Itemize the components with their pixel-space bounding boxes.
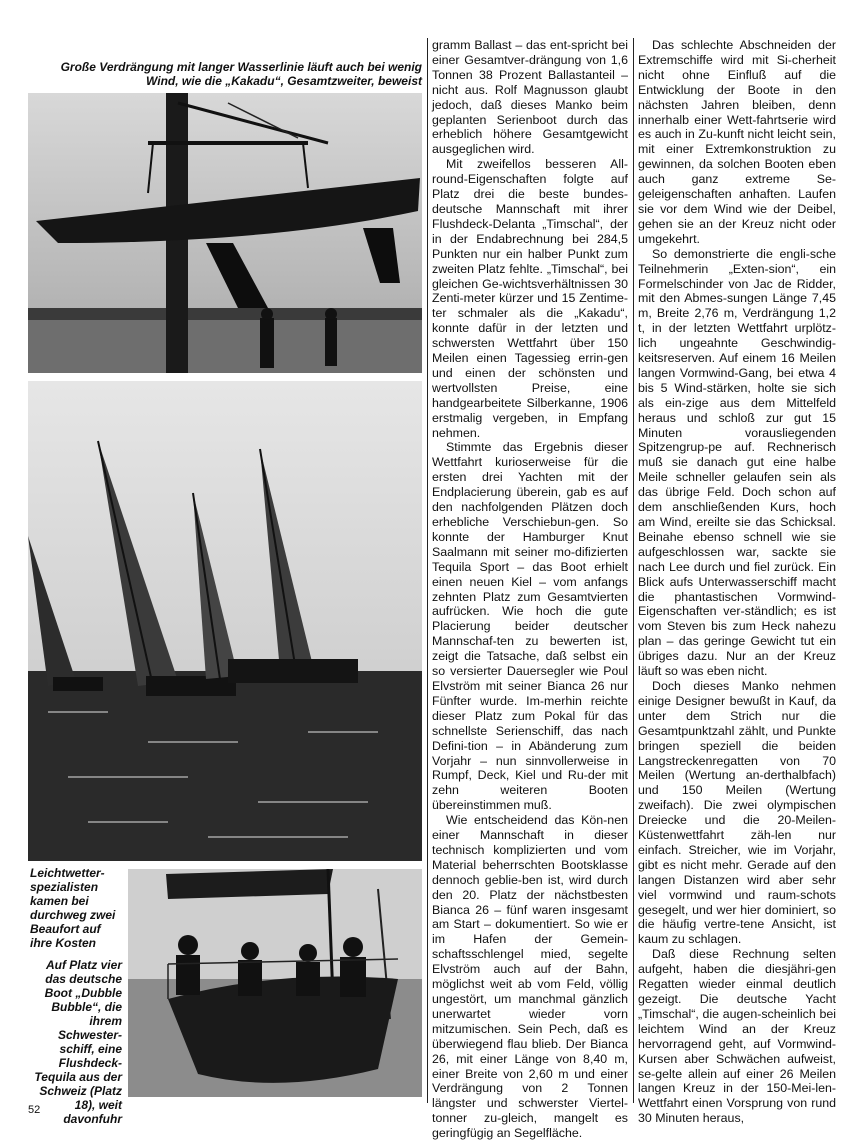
photo-yachts-sailing: [28, 381, 422, 861]
photo-keel-boat-crane: [28, 93, 422, 373]
article-paragraph: So demonstrierte die engli-sche Teilnehmerin „Exten-sion“, ein Formelschinder von Jac de Ridder, mit den Abmes-sungen Länge 7,45 m, Breite 2,76 m, Verdrängung 1,2 t, in der letzten Wettfahrt urplötz-lich ungeahnte Geschwindig-keitsreserven. Auf einem 16 Meilen langen Vormwind-Gang, bei etwa 4 bis 5 Wind-stärken, holte sie sich als ein-zige aus dem Mittelfeld heraus und schloß zur gut 15 Minuten vorausliegenden Spitzengrup-pe auf. Rechnerisch muß sie danach gut eine halbe Meile schneller gelaufen sein als das übrige Feld. Doch schon auf dem anschließenden Kurs, hoch am Wind, ereilte sie das Schicksal. Beinahe ebenso schnell wie sie aufgeschlossen war, sackte sie nach Lee durch und fiel zurück. Ein Blick aufs Unterwasserschiff macht die phantastischen Vormwind-Eigenschaften ver-ständlich; es ist vom Steven bis zum Heck nahezu plan – das geringe Gewicht tut ein übriges dazu. Nur an der Kreuz läuft so was eben nicht.: [638, 246, 836, 679]
column-divider-right: [633, 38, 634, 1103]
column-divider-left: [427, 38, 428, 1103]
article-paragraph: Mit zweifellos besseren All-round-Eigenschaften folgte auf Platz drei die beste bundes-deutsche Mannschaft mit ihrer Flushdeck-Delanta „Timschal“, der in der Endabrechnung bei 284,5 Punkten nur ein halber Punkt zum zweiten Platz fehlte. „Timschal“, bei gleichen Ge-wichtsverhältnissen 30 Zenti-meter kürzer und 15 Zentime-ter schmaler als die „Kakadu“, konnte dafür in der letzten und schwersten Wettfahrt über 150 Meilen einen Tagessieg errin-gen und einen der schönsten und wertvollsten Preise, eine handgearbeitete Silberkanne, 1906 erstmalig vergeben, in Empfang nehmen.: [432, 157, 628, 440]
article-paragraph: Stimmte das Ergebnis dieser Wettfahrt kurioserweise für die ersten drei Yachten mit der Endplacierung überein, gab es auf den nachfolgenden Plätzen doch erhebliche Verschiebun-gen. So konnte der Hamburger Knut Saalmann mit seiner mo-difizierten Tequila Sport – das Boot erhielt einen neuen Kiel – vom anfangs zehnten Platz zum Gesamtvierten aufrücken. Wie hoch die gute Placierung beider deutscher Mannschaf-ten zu bewerten ist, zeigt die Tatsache, daß selbst ein so versierter Dauersegler wie Poul Elvström mit seiner Bianca 26 nur Fünfter wurde. Im-merhin reichte dieser Platz zum Pokal für das schnellste Serienschiff, das nach Defini-tion – in Abänderung zum Vorjahr – nun sinnvollerweise in Rumpf, Deck, Kiel und Ru-der mit zehn weiteren Booten übereinstimmen muß.: [432, 440, 628, 813]
article-column-right: [638, 38, 836, 1126]
article-paragraph: gramm Ballast – das ent-spricht bei einer Gesamtver-drängung von 1,6 Tonnen 38 Prozent Ballastanteil – nicht aus. Rolf Magnusson glaubt jedoch, daß dieses Manko beim geplanten Serienboot durch das erheblich höhere Gesamtgewicht ausgeglichen wird.: [432, 38, 628, 157]
article-paragraph: Daß diese Rechnung selten aufgeht, haben die diesjähri-gen Regatten wieder einmal deutlich gezeigt. Die deutsche Yacht „Timschal“, die augen-scheinlich bei leichtem Wind an der Kreuz hervorragend geht, auf Vormwind-Kursen aber Schwächen aufweist, se-gelte allein auf einer 26 Meilen langen Kreuz in der 150-Mei-len-Wettfahrt einen Vorsprung von rund 30 Minuten heraus,: [638, 947, 836, 1126]
article-paragraph: Das schlechte Abschneiden der Extremschiffe wird mit Si-cherheit nicht ohne Einfluß auf die Entwicklung der Boote in den nächsten Jahren bleiben, denn innerhalb einer Wett-fahrtserie wird es auch in Zu-kunft nicht leicht sein, mit einer Extremkonstruktion zu gewinnen, da solchen Booten eben auch ganz extreme Se-geleigenschaften anhaften. Laufen sie vor dem Wind wie der Deibel, gehen sie an der Kreuz nicht oder umgekehrt.: [638, 38, 836, 246]
article-paragraph: Doch dieses Manko nehmen einige Designer bewußt in Kauf, da unter dem Strich nur die Gesamtpunktzahl zählt, und Punkte bringen speziell die beiden Langstreckenregatten von 70 Meilen (Wertung an-derthalbfach) und 150 Meilen (Wertung zweifach). Die zwei olympischen Dreiecke und die 20-Meilen-Küstenwettfahrt zäh-len nur einfach. Streicher, wie im Vorjahr, gibt es nicht mehr. Gerade auf den langen Distanzen wird aber sehr viel vormwind und raum-schots gesegelt, und wer hier dominiert, so die häufig vertre-tene Ansicht, ist kaum zu schlagen.: [638, 678, 836, 947]
photo-caption-bottom: Auf Platz vier das deutsche Boot „Dubble Bubble“, die ihrem Schwester-schiff, eine Flushdeck-Tequila aus der Schweiz (Platz 18), weit davonfuhr: [34, 958, 122, 1126]
article-paragraph: Wie entscheidend das Kön-nen einer Mannschaft in dieser technisch komplizierten und vom Material beherrschten Bootsklasse dennoch geblie-ben ist, wird durch den 20. Platz der nächstbesten Bianca 26 – fünf waren insgesamt am Start – dokumentiert. So wie er im Hafen der Gemein-schaftsschlengel mied, segelte Elvström auch auf der Bahn, möglichst weit ab vom Feld, völlig ungestört, um manchmal gänzlich unerwartet wieder vorn mitzumischen. Sein Pech, daß es überwiegend flau blieb. Der Bianca 26, mit einer Länge von 8,40 m, einer Breite von 2,60 m und einer Verdrängung von 2 Tonnen längster und schwerster Viertel-tonner zu-gleich, mangelt es geringfügig an Segelfläche.: [432, 813, 628, 1141]
photo-caption-top: Große Verdrängung mit langer Wasserlinie läuft auch bei wenig Wind, wie die „Kakadu“, Gesamtzweiter, beweist: [60, 60, 422, 88]
article-column-middle: [432, 38, 628, 1141]
photo-dubble-bubble: [128, 869, 422, 1097]
page-number: 52: [28, 1104, 41, 1116]
photo-caption-middle: Leichtwetter-spezialisten kamen bei durchweg zwei Beaufort auf ihre Kosten: [30, 866, 116, 950]
